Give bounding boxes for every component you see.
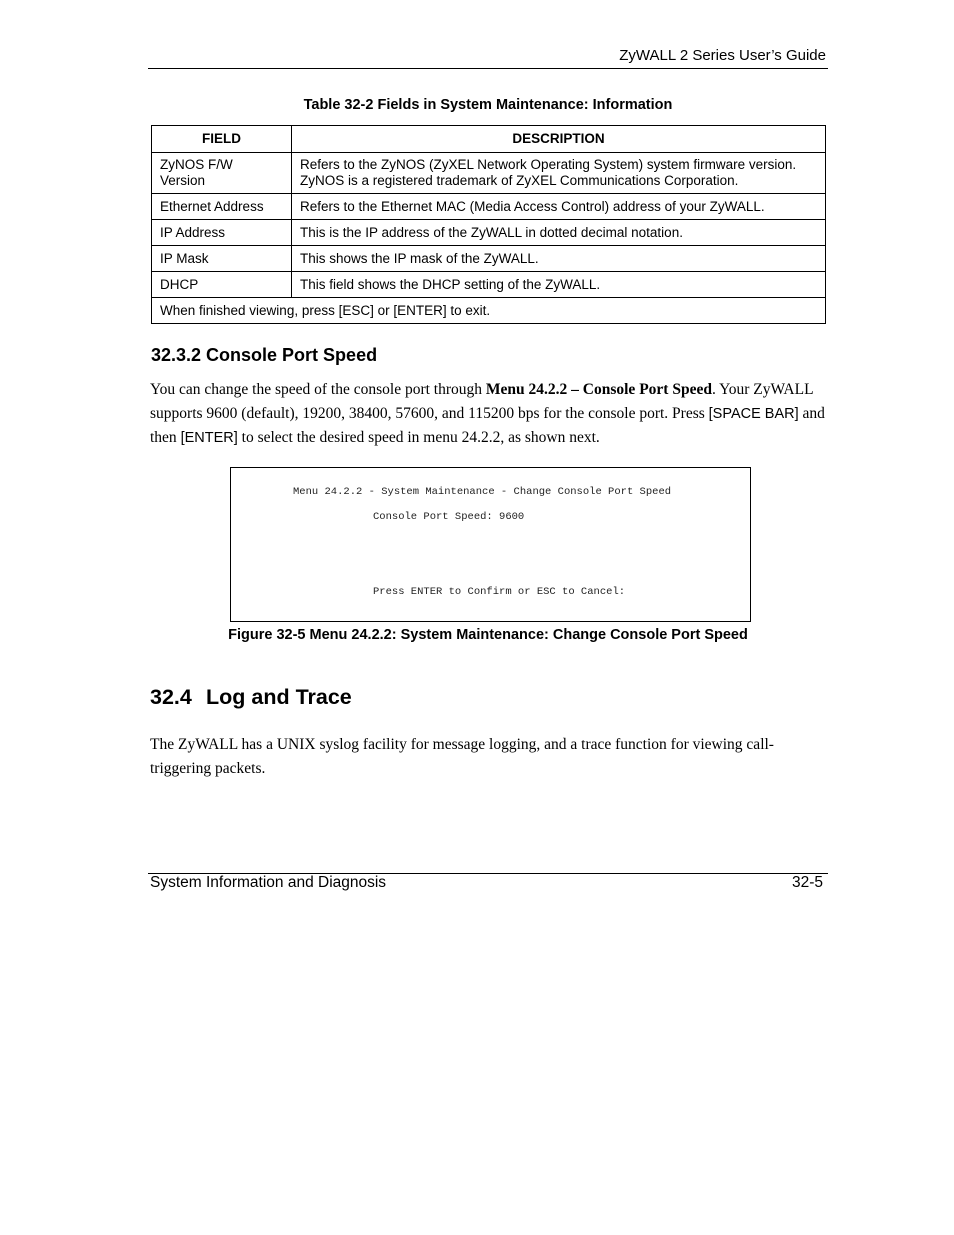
field-cell: IP Address <box>152 220 292 246</box>
console-confirm-prompt: Press ENTER to Confirm or ESC to Cancel: <box>373 586 626 598</box>
table-footer-row <box>152 298 826 324</box>
key-space-bar: [SPACE BAR] <box>708 405 799 422</box>
field-cell: DHCP <box>152 272 292 298</box>
console-port-speed-paragraph <box>150 378 830 451</box>
running-header-title: ZyWALL 2 Series User’s Guide <box>619 47 826 64</box>
description-cell: This field shows the DHCP setting of the ZyWALL. <box>292 272 826 298</box>
section-heading-console-port-speed: 32.3.2 Console Port Speed <box>151 345 378 365</box>
figure-caption: Figure 32-5 Menu 24.2.2: System Maintenance: Change Console Port Speed <box>228 627 748 643</box>
table-header-row <box>152 126 826 153</box>
footer-chapter-title: System Information and Diagnosis <box>150 874 387 891</box>
table-row <box>152 272 826 298</box>
description-cell: Refers to the Ethernet MAC (Media Access Control) address of your ZyWALL. <box>292 194 826 220</box>
key-enter: [ENTER] <box>180 430 238 446</box>
console-menu-title: Menu 24.2.2 - System Maintenance - Change Console Port Speed <box>293 486 672 498</box>
paragraph-text: to select the desired speed in menu 24.2.2, as shown next. <box>237 429 600 446</box>
paragraph-text: and then <box>150 404 825 446</box>
column-header-description: DESCRIPTION <box>292 126 826 153</box>
description-line: Refers to the ZyNOS (ZyXEL Network Operating System) system firmware version. <box>300 157 797 172</box>
section-heading-log-and-trace <box>150 685 352 710</box>
table-row <box>152 194 826 220</box>
table-row <box>152 246 826 272</box>
table-row <box>152 220 826 246</box>
paragraph-text: You can change the speed of the console port through <box>150 381 486 398</box>
field-cell: Ethernet Address <box>152 194 292 220</box>
log-and-trace-paragraph: The ZyWALL has a UNIX syslog facility for message logging, and a trace function for viewing call-triggering packets. <box>150 736 774 777</box>
console-screen <box>230 467 751 622</box>
header-rule <box>148 68 828 69</box>
footer-page-number: 32-5 <box>791 874 823 891</box>
field-cell: IP Mask <box>152 246 292 272</box>
table-footer-note: When finished viewing, press [ESC] or [ENTER] to exit. <box>152 298 826 324</box>
column-header-field: FIELD <box>152 126 292 153</box>
table-caption: Table 32-2 Fields in System Maintenance: Information <box>303 97 673 113</box>
section-title: Log and Trace <box>206 685 352 709</box>
section-number: 32.4 <box>150 685 192 709</box>
field-line: Version <box>160 173 206 188</box>
field-cell <box>152 153 292 194</box>
paragraph-text: . Your ZyWALL supports 9600 (default), 19200, 38400, 57600, and 115200 bps for the console port. Press <box>150 381 813 422</box>
description-line: ZyNOS is a registered trademark of ZyXEL Communications Corporation. <box>300 173 739 188</box>
description-cell: This shows the IP mask of the ZyWALL. <box>292 246 826 272</box>
console-port-speed-field: Console Port Speed: 9600 <box>373 511 525 523</box>
table-row <box>152 153 826 194</box>
fields-table <box>151 125 826 324</box>
description-cell <box>292 153 826 194</box>
description-cell: This is the IP address of the ZyWALL in dotted decimal notation. <box>292 220 826 246</box>
field-line: ZyNOS F/W <box>160 157 233 172</box>
menu-reference: Menu 24.2.2 – Console Port Speed <box>485 381 712 398</box>
